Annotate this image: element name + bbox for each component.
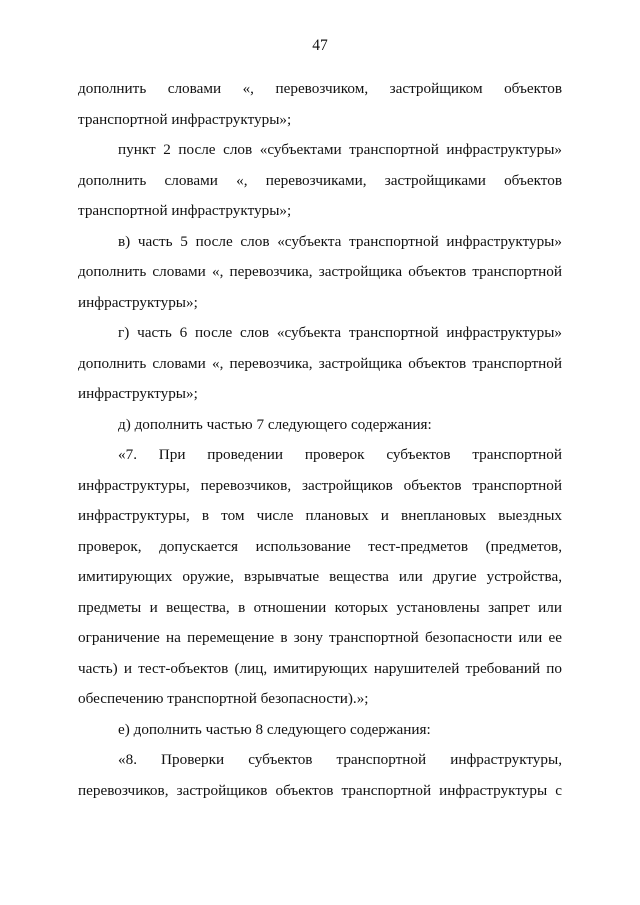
text-line: «7. При проведении проверок субъектов транспортной xyxy=(118,446,562,463)
paragraph xyxy=(78,410,562,441)
text-line: дополнить словами «, перевозчиком, застройщиком объектов xyxy=(78,80,562,97)
paragraph xyxy=(78,318,562,410)
text-line: д) дополнить частью 7 следующего содержания: xyxy=(118,415,432,433)
paragraph xyxy=(78,745,562,806)
text-line: пункт 2 после слов «субъектами транспортной инфраструктуры» xyxy=(118,141,562,158)
text-line: е) дополнить частью 8 следующего содержания: xyxy=(118,720,431,738)
document-body xyxy=(78,74,562,806)
text-line: дополнить словами «, перевозчика, застройщика объектов транспортной xyxy=(78,354,562,372)
text-line: транспортной инфраструктуры»; xyxy=(78,202,292,219)
text-line: ограничение на перемещение в зону транспортной безопасности или ее xyxy=(78,629,562,646)
paragraph xyxy=(78,135,562,227)
text-line: г) часть 6 после слов «субъекта транспортной инфраструктуры» xyxy=(118,324,562,341)
text-line: инфраструктуры, в том числе плановых и внеплановых выездных xyxy=(78,507,562,524)
text-line: имитирующих оружие, взрывчатые вещества или другие устройства, xyxy=(78,568,562,585)
text-line: инфраструктуры»; xyxy=(78,293,198,311)
text-line: часть) и тест-объектов (лиц, имитирующих нарушителей требований по xyxy=(78,659,562,677)
paragraph xyxy=(78,74,562,135)
paragraph xyxy=(78,440,562,715)
text-line: инфраструктуры, перевозчиков, застройщиков объектов транспортной xyxy=(78,476,562,494)
page-number: 47 xyxy=(312,37,328,54)
text-line: предметы и вещества, в отношении которых установлены запрет или xyxy=(78,598,562,616)
text-line: дополнить словами «, перевозчика, застройщика объектов транспортной xyxy=(78,263,562,280)
text-line: транспортной инфраструктуры»; xyxy=(78,110,292,128)
text-line: перевозчиков, застройщиков объектов транспортной инфраструктуры с xyxy=(78,781,562,799)
text-line: «8. Проверки субъектов транспортной инфраструктуры, xyxy=(118,751,562,768)
text-line: дополнить словами «, перевозчиками, застройщиками объектов xyxy=(78,171,562,189)
paragraph xyxy=(78,715,562,746)
text-line: в) часть 5 после слов «субъекта транспортной инфраструктуры» xyxy=(118,232,562,250)
paragraph xyxy=(78,227,562,319)
text-line: проверок, допускается использование тест-предметов (предметов, xyxy=(78,537,562,555)
text-line: обеспечению транспортной безопасности).»; xyxy=(78,690,369,707)
text-line: инфраструктуры»; xyxy=(78,385,198,402)
